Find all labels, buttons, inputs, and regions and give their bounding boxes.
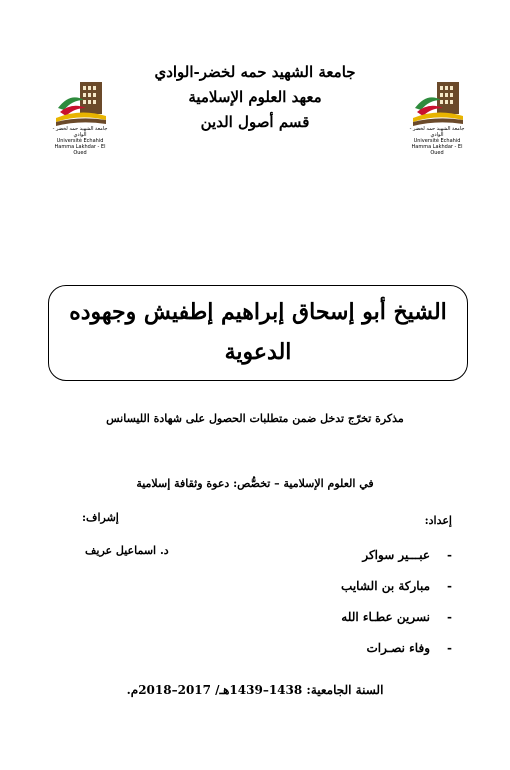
institute-name: معهد العلوم الإسلامية <box>188 88 322 106</box>
thesis-specialization: في العلوم الإسلامية – تخصُّص: دعوة وثقافة إسلامية <box>136 477 374 490</box>
thesis-title-line1: الشيخ أبو إسحاق إبراهيم إطفيش وجهوده <box>69 299 447 325</box>
supervision-label: إشراف: <box>82 511 119 524</box>
bullet-dash: - <box>447 610 452 624</box>
logo-caption-en: Université Echahid Hamma Lakhdar - El Oued <box>411 138 463 156</box>
student-name: نسرين عطـاء الله <box>341 610 430 624</box>
logo-caption-ar: جامعة الشهيد حمه لخضر - الوادي <box>52 126 108 138</box>
thesis-title-box <box>48 285 468 381</box>
list-item <box>292 636 452 667</box>
academic-year: السنة الجامعية: 1438–1439هـ/ 2017–2018م. <box>126 683 384 697</box>
student-name: عبـــير سواكر <box>362 548 430 562</box>
logo-caption <box>407 126 467 156</box>
university-logo-icon <box>407 78 467 126</box>
bullet-dash: - <box>447 641 452 655</box>
university-logo-right <box>407 78 467 156</box>
bullet-dash: - <box>447 548 452 562</box>
student-name: وفاء نصـرات <box>366 641 430 655</box>
list-item <box>292 574 452 605</box>
logo-caption <box>50 126 110 156</box>
university-logo-left <box>50 78 110 156</box>
bullet-dash: - <box>447 579 452 593</box>
logo-caption-ar: جامعة الشهيد حمه لخضر - الوادي <box>409 126 465 138</box>
university-name: جامعة الشهيد حمه لخضر-الوادي <box>154 63 356 81</box>
logo-caption-en: Université Echahid Hamma Lakhdar - El Oued <box>54 138 106 156</box>
institution-header <box>150 60 360 135</box>
university-logo-icon <box>50 78 110 126</box>
list-item <box>292 605 452 636</box>
supervisor-name: د. اسماعيل عريف <box>85 544 169 557</box>
student-list <box>292 543 452 667</box>
department-name: قسم أصول الدين <box>200 113 310 131</box>
list-item <box>292 543 452 574</box>
prepared-by-label: إعداد: <box>424 514 452 527</box>
student-name: مباركة بن الشايب <box>341 579 430 593</box>
thesis-description: مذكرة تخرّج تدخل ضمن متطلبات الحصول على شهادة الليسانس <box>106 412 404 425</box>
thesis-title-line2: الدعوية <box>224 339 292 365</box>
